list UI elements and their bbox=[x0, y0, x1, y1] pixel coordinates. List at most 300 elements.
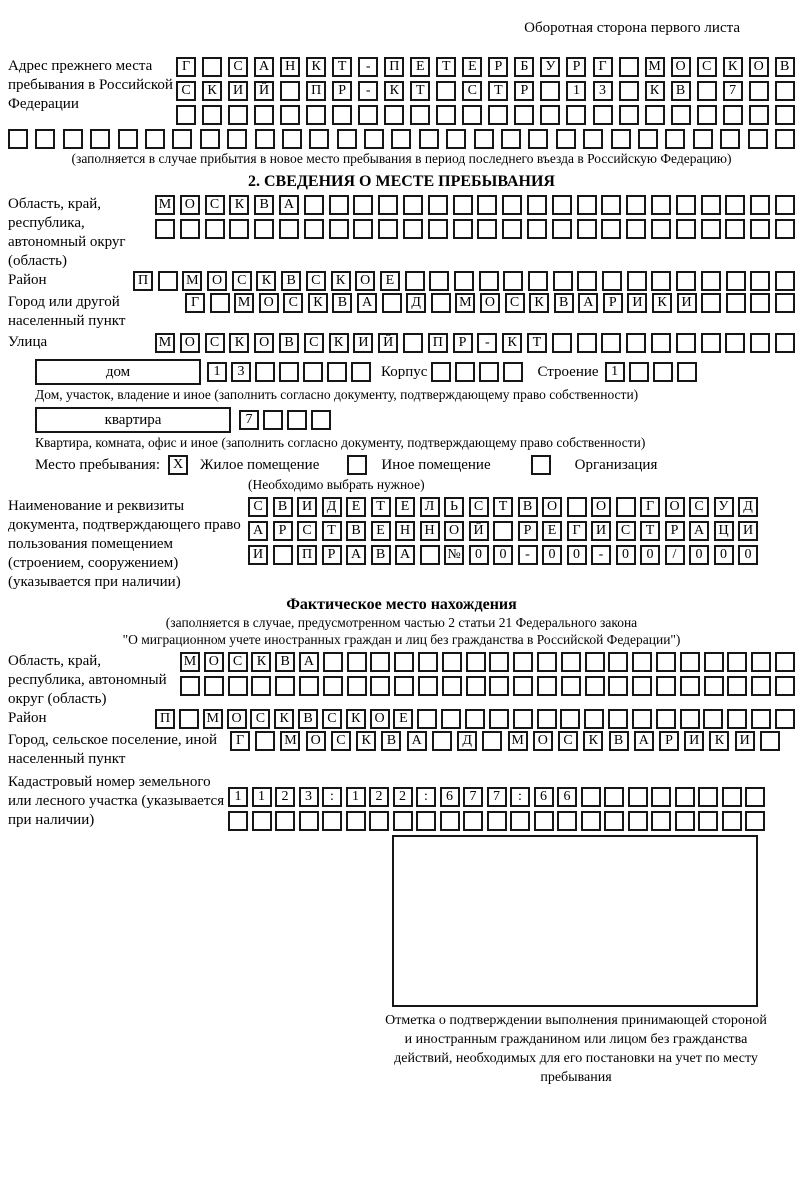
document-grid-col bbox=[248, 497, 758, 565]
char-box bbox=[561, 652, 581, 672]
char-box bbox=[552, 333, 572, 353]
char-box: Г bbox=[640, 497, 660, 517]
char-box: М bbox=[645, 57, 665, 77]
char-box: П bbox=[428, 333, 448, 353]
char-box: С bbox=[232, 271, 252, 291]
char-box bbox=[561, 676, 581, 696]
char-box bbox=[275, 676, 295, 696]
char-box: А bbox=[254, 57, 274, 77]
char-box: В bbox=[254, 195, 274, 215]
char-box: 6 bbox=[534, 787, 554, 807]
char-box: Б bbox=[514, 57, 534, 77]
char-box: С bbox=[283, 293, 303, 313]
street-grid-row bbox=[155, 333, 795, 353]
char-box: Т bbox=[488, 81, 508, 101]
char-box: Р bbox=[603, 293, 623, 313]
char-box bbox=[697, 81, 717, 101]
char-box bbox=[455, 362, 475, 382]
street-label: Улица bbox=[8, 334, 48, 350]
char-box bbox=[775, 293, 795, 313]
prev-address-grid-col bbox=[176, 57, 795, 125]
char-box: С bbox=[205, 333, 225, 353]
char-box bbox=[583, 129, 603, 149]
char-box: А bbox=[279, 195, 299, 215]
char-box bbox=[279, 362, 299, 382]
char-box: М bbox=[155, 333, 175, 353]
char-box: Г bbox=[567, 521, 587, 541]
char-box bbox=[760, 731, 780, 751]
char-box bbox=[750, 333, 770, 353]
char-box: С bbox=[322, 709, 342, 729]
char-box: С bbox=[697, 57, 717, 77]
char-box: - bbox=[358, 57, 378, 77]
char-box bbox=[453, 195, 473, 215]
char-box bbox=[626, 195, 646, 215]
char-box: С bbox=[248, 497, 268, 517]
char-box: П bbox=[384, 57, 404, 77]
char-box: К bbox=[251, 652, 271, 672]
char-box bbox=[632, 652, 652, 672]
char-box bbox=[273, 545, 293, 565]
char-box bbox=[627, 271, 647, 291]
char-box bbox=[489, 676, 509, 696]
char-box: 0 bbox=[567, 545, 587, 565]
char-box bbox=[727, 709, 747, 729]
char-box: И bbox=[353, 333, 373, 353]
char-box bbox=[585, 676, 605, 696]
char-box bbox=[254, 219, 274, 239]
char-box: Е bbox=[410, 57, 430, 77]
char-box bbox=[611, 129, 631, 149]
char-box: М bbox=[455, 293, 475, 313]
char-box: К bbox=[306, 57, 326, 77]
house-caption: Дом, участок, владение и иное (заполнить согласно документу, подтверждающему право собственности) bbox=[35, 387, 639, 402]
char-box bbox=[394, 652, 414, 672]
char-box: К bbox=[308, 293, 328, 313]
document-grid-row-3 bbox=[248, 545, 758, 565]
char-box bbox=[577, 333, 597, 353]
char-box bbox=[725, 219, 745, 239]
stroenie-grid bbox=[605, 362, 697, 382]
char-box bbox=[601, 219, 621, 239]
char-box: О bbox=[355, 271, 375, 291]
char-box: С bbox=[331, 731, 351, 751]
char-box: П bbox=[297, 545, 317, 565]
region-grid-row-2 bbox=[155, 219, 795, 239]
char-box: Н bbox=[395, 521, 415, 541]
char-box: А bbox=[357, 293, 377, 313]
char-box bbox=[255, 731, 275, 751]
char-box: И bbox=[248, 545, 268, 565]
char-box: Т bbox=[527, 333, 547, 353]
char-box: 1 bbox=[228, 787, 248, 807]
char-box bbox=[775, 709, 795, 729]
char-box bbox=[680, 652, 700, 672]
char-box: К bbox=[202, 81, 222, 101]
char-box bbox=[651, 271, 671, 291]
char-box bbox=[675, 811, 695, 831]
char-box bbox=[251, 676, 271, 696]
char-box: И bbox=[591, 521, 611, 541]
char-box bbox=[540, 105, 560, 125]
char-box: Н bbox=[280, 57, 300, 77]
char-box: Е bbox=[346, 497, 366, 517]
char-box: И bbox=[735, 731, 755, 751]
char-box bbox=[676, 271, 696, 291]
char-box: О bbox=[180, 333, 200, 353]
char-box bbox=[577, 219, 597, 239]
char-box: Й bbox=[254, 81, 274, 101]
district-grid-row bbox=[133, 271, 795, 291]
char-box: М bbox=[203, 709, 223, 729]
document-grid-row-1 bbox=[248, 497, 758, 517]
char-box bbox=[446, 129, 466, 149]
char-box bbox=[527, 219, 547, 239]
char-box bbox=[727, 652, 747, 672]
char-box: П bbox=[306, 81, 326, 101]
char-box: В bbox=[279, 333, 299, 353]
char-box bbox=[726, 293, 746, 313]
char-box bbox=[477, 219, 497, 239]
char-box bbox=[552, 219, 572, 239]
char-box: К bbox=[274, 709, 294, 729]
char-box bbox=[282, 129, 302, 149]
char-box bbox=[503, 271, 523, 291]
char-box bbox=[378, 195, 398, 215]
char-box bbox=[275, 811, 295, 831]
char-box: - bbox=[591, 545, 611, 565]
char-box: О bbox=[480, 293, 500, 313]
char-box bbox=[513, 652, 533, 672]
char-box bbox=[252, 811, 272, 831]
char-box: А bbox=[689, 521, 709, 541]
char-box bbox=[675, 787, 695, 807]
actual-location-note-2: "О миграционном учете иностранных граждан и лиц без гражданства в Российской Федерации") bbox=[122, 632, 681, 647]
char-box bbox=[720, 129, 740, 149]
char-box bbox=[477, 195, 497, 215]
char-box: О bbox=[370, 709, 390, 729]
stroenie-label: Строение bbox=[537, 363, 599, 380]
char-box: В bbox=[281, 271, 301, 291]
stay-type-option-residential-label: Жилое помещение bbox=[200, 456, 320, 473]
char-box bbox=[560, 709, 580, 729]
char-box bbox=[255, 362, 275, 382]
char-box bbox=[671, 105, 691, 125]
char-box: Т bbox=[332, 57, 352, 77]
actual-city-label: Город, сельское поселение, иной населенный пункт bbox=[8, 732, 217, 767]
char-box: Т bbox=[493, 497, 513, 517]
char-box: Й bbox=[469, 521, 489, 541]
char-box bbox=[722, 811, 742, 831]
char-box bbox=[510, 811, 530, 831]
char-box: 1 bbox=[252, 787, 272, 807]
actual-region-grid-row-1 bbox=[180, 652, 795, 672]
char-box bbox=[227, 129, 247, 149]
prev-address-block bbox=[8, 57, 795, 125]
char-box bbox=[632, 676, 652, 696]
char-box bbox=[537, 652, 557, 672]
char-box: Е bbox=[462, 57, 482, 77]
char-box bbox=[748, 129, 768, 149]
char-box bbox=[727, 676, 747, 696]
char-box: О bbox=[444, 521, 464, 541]
char-box bbox=[503, 362, 523, 382]
char-box: Т bbox=[436, 57, 456, 77]
char-box: 0 bbox=[689, 545, 709, 565]
char-box bbox=[775, 105, 795, 125]
char-box bbox=[651, 811, 671, 831]
char-box bbox=[528, 271, 548, 291]
char-box bbox=[540, 81, 560, 101]
char-box bbox=[279, 219, 299, 239]
stay-type-checkbox-organization bbox=[531, 455, 551, 475]
house-number-grid bbox=[207, 362, 371, 382]
char-box: И bbox=[228, 81, 248, 101]
char-box bbox=[651, 787, 671, 807]
char-box bbox=[370, 676, 390, 696]
char-box: : bbox=[322, 787, 342, 807]
char-box bbox=[775, 195, 795, 215]
char-box: А bbox=[248, 521, 268, 541]
stay-type-label: Место пребывания: bbox=[35, 456, 160, 473]
char-box: С bbox=[304, 333, 324, 353]
char-box bbox=[417, 709, 437, 729]
char-box bbox=[725, 333, 745, 353]
char-box bbox=[608, 652, 628, 672]
char-box: К bbox=[709, 731, 729, 751]
char-box: С bbox=[306, 271, 326, 291]
char-box: О bbox=[533, 731, 553, 751]
char-box bbox=[537, 676, 557, 696]
char-box: М bbox=[234, 293, 254, 313]
char-box bbox=[701, 271, 721, 291]
char-box bbox=[577, 271, 597, 291]
region-grid-row-1 bbox=[155, 195, 795, 215]
char-box: : bbox=[416, 787, 436, 807]
char-box bbox=[441, 709, 461, 729]
char-box: Р bbox=[453, 333, 473, 353]
char-box bbox=[299, 811, 319, 831]
char-box bbox=[210, 293, 230, 313]
char-box bbox=[745, 787, 765, 807]
char-box bbox=[431, 293, 451, 313]
char-box: Р bbox=[659, 731, 679, 751]
char-box: Д bbox=[406, 293, 426, 313]
char-box bbox=[528, 129, 548, 149]
district-block bbox=[8, 271, 795, 291]
char-box bbox=[180, 676, 200, 696]
char-box: Ц bbox=[714, 521, 734, 541]
char-box bbox=[442, 676, 462, 696]
char-box: 7 bbox=[723, 81, 743, 101]
char-box bbox=[118, 129, 138, 149]
char-box: М bbox=[182, 271, 202, 291]
region-label: Область, край, республика, автономный округ (область) bbox=[8, 196, 126, 269]
char-box: С bbox=[505, 293, 525, 313]
char-box: Д bbox=[457, 731, 477, 751]
char-box: В bbox=[298, 709, 318, 729]
char-box bbox=[722, 787, 742, 807]
char-box: 0 bbox=[469, 545, 489, 565]
char-box bbox=[488, 105, 508, 125]
char-box bbox=[347, 652, 367, 672]
char-box: В bbox=[346, 521, 366, 541]
char-box bbox=[750, 293, 770, 313]
char-box: 1 bbox=[207, 362, 227, 382]
char-box: Н bbox=[420, 521, 440, 541]
char-box bbox=[567, 497, 587, 517]
char-box: В bbox=[332, 293, 352, 313]
actual-region-grid-row-2 bbox=[180, 676, 795, 696]
char-box: Г bbox=[593, 57, 613, 77]
char-box bbox=[701, 195, 721, 215]
char-box bbox=[552, 195, 572, 215]
char-box bbox=[304, 219, 324, 239]
char-box: К bbox=[331, 271, 351, 291]
char-box bbox=[229, 219, 249, 239]
char-box bbox=[309, 129, 329, 149]
char-box bbox=[751, 652, 771, 672]
char-box: Р bbox=[273, 521, 293, 541]
city-block bbox=[8, 293, 795, 331]
char-box bbox=[775, 81, 795, 101]
cadastral-label: Кадастровый номер земельного или лесного участка (указывается при наличии) bbox=[8, 774, 225, 828]
char-box bbox=[465, 709, 485, 729]
char-box bbox=[628, 811, 648, 831]
char-box: И bbox=[627, 293, 647, 313]
prev-address-label: Адрес прежнего места пребывания в Российской Федерации bbox=[8, 58, 173, 112]
char-box bbox=[697, 105, 717, 125]
char-box: Г bbox=[230, 731, 250, 751]
char-box: М bbox=[280, 731, 300, 751]
char-box bbox=[179, 709, 199, 729]
char-box: К bbox=[583, 731, 603, 751]
char-box bbox=[463, 811, 483, 831]
char-box bbox=[703, 709, 723, 729]
char-box bbox=[479, 362, 499, 382]
char-box bbox=[254, 105, 274, 125]
char-box bbox=[501, 129, 521, 149]
char-box bbox=[176, 105, 196, 125]
char-box: С bbox=[250, 709, 270, 729]
char-box bbox=[723, 105, 743, 125]
char-box: Т bbox=[322, 521, 342, 541]
char-box: А bbox=[578, 293, 598, 313]
char-box bbox=[353, 195, 373, 215]
char-box bbox=[419, 129, 439, 149]
char-box bbox=[751, 709, 771, 729]
char-box: О bbox=[207, 271, 227, 291]
section2-title: 2. СВЕДЕНИЯ О МЕСТЕ ПРЕБЫВАНИЯ bbox=[248, 173, 555, 190]
char-box bbox=[604, 811, 624, 831]
char-box: И bbox=[677, 293, 697, 313]
char-box: 3 bbox=[231, 362, 251, 382]
char-box: В bbox=[371, 545, 391, 565]
char-box bbox=[155, 219, 175, 239]
char-box bbox=[537, 709, 557, 729]
char-box: М bbox=[180, 652, 200, 672]
char-box bbox=[698, 811, 718, 831]
char-box: К bbox=[645, 81, 665, 101]
char-box: X bbox=[168, 455, 188, 475]
char-box bbox=[651, 333, 671, 353]
char-box bbox=[534, 811, 554, 831]
char-box bbox=[8, 129, 28, 149]
char-box: Р bbox=[332, 81, 352, 101]
char-box: О bbox=[254, 333, 274, 353]
char-box bbox=[228, 676, 248, 696]
char-box bbox=[410, 105, 430, 125]
char-box bbox=[726, 271, 746, 291]
char-box: А bbox=[634, 731, 654, 751]
char-box: К bbox=[723, 57, 743, 77]
char-box: В bbox=[273, 497, 293, 517]
char-box: Р bbox=[665, 521, 685, 541]
char-box: К bbox=[346, 709, 366, 729]
char-box bbox=[353, 219, 373, 239]
char-box bbox=[750, 195, 770, 215]
char-box: С bbox=[558, 731, 578, 751]
house-type-box: дом bbox=[35, 359, 201, 385]
char-box bbox=[429, 271, 449, 291]
char-box bbox=[680, 676, 700, 696]
char-box bbox=[665, 129, 685, 149]
char-box bbox=[619, 105, 639, 125]
char-box: К bbox=[256, 271, 276, 291]
char-box bbox=[329, 219, 349, 239]
char-box bbox=[454, 271, 474, 291]
char-box: В bbox=[609, 731, 629, 751]
char-box: С bbox=[616, 521, 636, 541]
char-box bbox=[775, 333, 795, 353]
char-box bbox=[436, 81, 456, 101]
char-box bbox=[462, 105, 482, 125]
char-box bbox=[602, 271, 622, 291]
char-box: К bbox=[229, 333, 249, 353]
stay-type-checkbox-other bbox=[347, 455, 367, 475]
char-box bbox=[751, 676, 771, 696]
char-box: О bbox=[542, 497, 562, 517]
char-box: С bbox=[228, 652, 248, 672]
char-box bbox=[323, 676, 343, 696]
char-box bbox=[280, 81, 300, 101]
char-box bbox=[90, 129, 110, 149]
char-box: Г bbox=[185, 293, 205, 313]
char-box bbox=[581, 787, 601, 807]
char-box bbox=[745, 811, 765, 831]
char-box bbox=[403, 195, 423, 215]
char-box bbox=[200, 129, 220, 149]
region-grid-col bbox=[155, 195, 795, 239]
char-box bbox=[701, 219, 721, 239]
korpus-grid bbox=[431, 362, 523, 382]
stay-type-line bbox=[8, 455, 795, 475]
char-box bbox=[651, 219, 671, 239]
char-box: В bbox=[775, 57, 795, 77]
char-box: А bbox=[395, 545, 415, 565]
char-box: О bbox=[180, 195, 200, 215]
street-block bbox=[8, 333, 795, 353]
char-box bbox=[626, 333, 646, 353]
char-box bbox=[428, 219, 448, 239]
char-box bbox=[180, 219, 200, 239]
actual-district-label: Район bbox=[8, 710, 47, 726]
char-box bbox=[482, 731, 502, 751]
char-box bbox=[656, 709, 676, 729]
char-box bbox=[479, 271, 499, 291]
char-box: О bbox=[204, 652, 224, 672]
char-box bbox=[369, 811, 389, 831]
